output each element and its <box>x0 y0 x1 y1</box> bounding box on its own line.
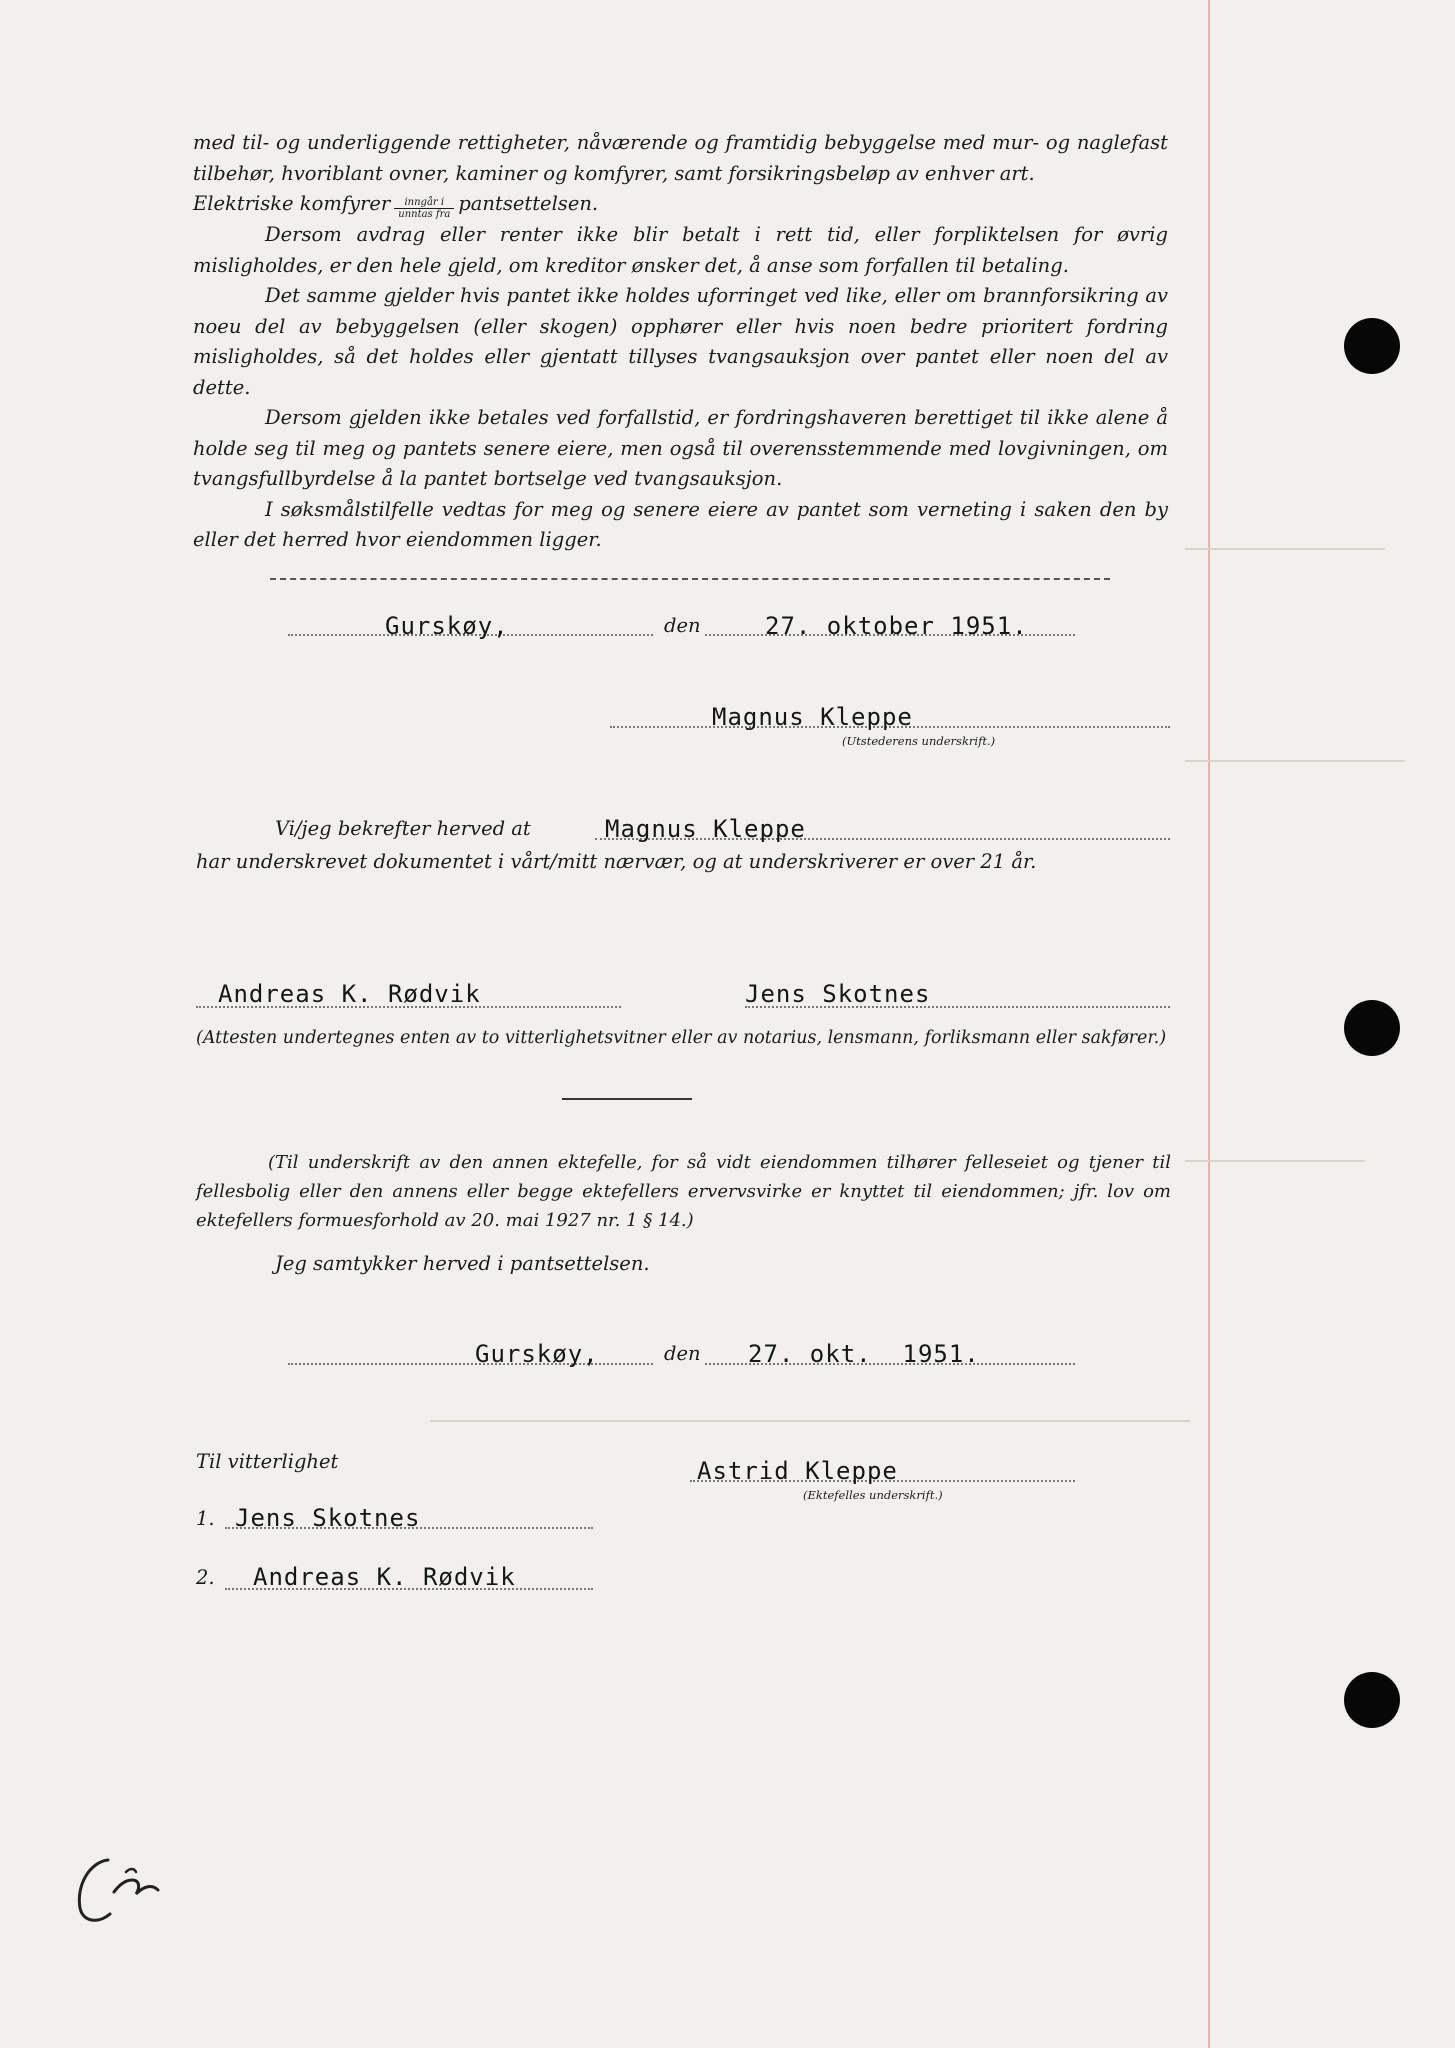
witness-label: Til vitterlighet <box>196 1450 339 1473</box>
issuer-caption: (Utstederens underskrift.) <box>842 734 996 748</box>
terms-paragraph-4: Dersom gjelden ikke betales ved forfallstid, er fordringshaveren berettiget til ikke alene å holde seg til meg og pantets senere eiere, men også til overensstemmende med lovgivningen, om tvangsfullbyrdelse å la pantet bortselge ved tvangsauksjon. <box>193 406 1168 490</box>
spouse-signing-date: 27. okt. 1951. <box>748 1340 980 1368</box>
terms-paragraph-3: Det samme gjelder hvis pantet ikke holdes uforringet ved like, eller om brannforsikring av noeu del av bebyggelsen (eller skogen) opphører eller hvis noen bedre prioritert fordring misligholdes, så det holdes eller gjentatt tillyses tvangsauksjon over pantet eller noen del av dette. <box>193 284 1168 399</box>
section-divider <box>270 578 1110 580</box>
spouse-den-label: den <box>664 1342 701 1365</box>
den-label: den <box>664 614 701 637</box>
witness-number: 2. <box>196 1566 215 1589</box>
choice-fraction: $\frac{\text{inngår i}}{\text{unntas fra}}$ <box>394 197 454 220</box>
signing-date: 27. oktober 1951. <box>765 612 1028 640</box>
issuer-signature: Magnus Kleppe <box>712 703 913 731</box>
spouse-signing-place: Gurskøy, <box>475 1340 599 1368</box>
spouse-caption: (Ektefelles underskrift.) <box>803 1488 943 1502</box>
attested-name: Magnus Kleppe <box>605 815 806 843</box>
spouse-legal-note: (Til underskrift av den annen ektefelle, for så vidt eiendommen tilhører felleseiet og tjener til fellesbolig eller den annens eller begge ektefellers ervervsvirke er knyttet til eiendommen; jfr. lov om ektefellers formuesforhold av 20. mai 1927 nr. 1 § 14.) <box>196 1152 1171 1231</box>
terms-paragraph-5: I søksmålstilfelle vedtas for meg og senere eiere av pantet som verneting i saken den by eller det herred hvor eiendommen ligger. <box>193 497 1168 551</box>
pledge-terms <box>193 128 1168 556</box>
attestation-statement: har underskrevet dokumentet i vårt/mitt nærvær, og at underskriverer er over 21 år. <box>196 850 1037 873</box>
witness-number: 1. <box>196 1507 215 1530</box>
punch-hole <box>1344 1672 1400 1728</box>
short-divider <box>562 1098 692 1100</box>
punch-hole <box>1344 1000 1400 1056</box>
attestation-witness-1: Andreas K. Rødvik <box>218 980 481 1008</box>
attestation-lead: Vi/jeg bekrefter herved at <box>275 817 531 840</box>
spouse-signature: Astrid Kleppe <box>697 1457 898 1485</box>
margin-rule <box>1208 0 1210 2048</box>
attestation-witness-2: Jens Skotnes <box>745 980 931 1008</box>
vitterlighet-witness-name: Jens Skotnes <box>235 1504 421 1532</box>
terms-paragraph-2: Dersom avdrag eller renter ikke blir betalt i rett tid, eller forpliktelsen for øvrig misligholdes, er den hele gjeld, om kreditor ønsker det, å anse som forfallen til betaling. <box>193 223 1168 277</box>
punch-hole <box>1344 318 1400 374</box>
vitterlighet-witness-name: Andreas K. Rødvik <box>253 1563 516 1591</box>
terms-paragraph-1: med til- og underliggende rettigheter, nåværende og framtidig bebyggelse med mur- og naglefast tilbehør, hvoriblant ovner, kaminer og komfyrer, samt forsikringsbeløp av enhver art. Elektriske komfyrer $\frac{\text{inngår i}}{\text{unntas fra}}$ pantsettelsen. <box>193 131 1168 220</box>
handwritten-initials <box>70 1850 170 1930</box>
attestation-note: (Attesten undertegnes enten av to vitterlighetsvitner eller av notarius, lensmann, forliksmann eller sakfører.) <box>196 1028 1167 1048</box>
signing-place: Gurskøy, <box>385 612 509 640</box>
consent-statement: Jeg samtykker herved i pantsettelsen. <box>275 1252 650 1275</box>
